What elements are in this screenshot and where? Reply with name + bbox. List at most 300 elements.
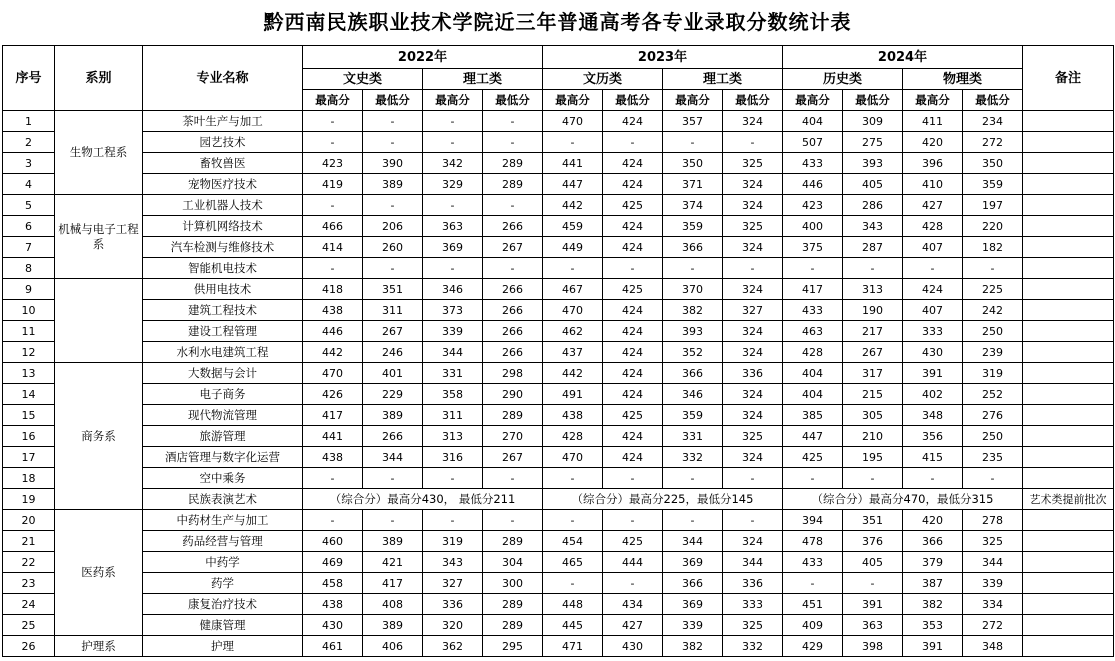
score-cell: 353 (903, 615, 963, 636)
score-cell: 220 (963, 216, 1023, 237)
score-cell: 339 (963, 573, 1023, 594)
note-cell (1023, 342, 1114, 363)
score-cell: 465 (543, 552, 603, 573)
table-row (3, 615, 1114, 636)
score-cell: 289 (483, 594, 543, 615)
score-cell: 289 (483, 153, 543, 174)
score-cell: 467 (543, 279, 603, 300)
score-cell: 424 (603, 111, 663, 132)
note-cell (1023, 510, 1114, 531)
score-cell: - (603, 132, 663, 153)
score-cell: 366 (663, 573, 723, 594)
score-cell: - (663, 258, 723, 279)
score-cell: 195 (843, 447, 903, 468)
major-name: 茶叶生产与加工 (143, 111, 303, 132)
score-cell: 393 (663, 321, 723, 342)
score-cell: 290 (483, 384, 543, 405)
score-cell: 286 (843, 195, 903, 216)
score-cell: 351 (363, 279, 423, 300)
score-cell: 428 (903, 216, 963, 237)
score-cell: 287 (843, 237, 903, 258)
score-cell: 406 (363, 636, 423, 657)
score-cell: 423 (783, 195, 843, 216)
score-cell: 336 (723, 363, 783, 384)
score-cell: 229 (363, 384, 423, 405)
score-cell: 325 (723, 615, 783, 636)
score-cell: 374 (663, 195, 723, 216)
dept-cell: 护理系 (55, 636, 143, 657)
score-cell: - (543, 573, 603, 594)
score-cell: 325 (723, 426, 783, 447)
major-name: 民族表演艺术 (143, 489, 303, 510)
row-seq: 5 (3, 195, 55, 216)
max-score-header: 最高分 (423, 90, 483, 111)
score-cell: 190 (843, 300, 903, 321)
major-name: 药品经营与管理 (143, 531, 303, 552)
score-cell: 409 (783, 615, 843, 636)
score-cell: 470 (543, 300, 603, 321)
score-cell: 278 (963, 510, 1023, 531)
score-cell: 470 (543, 111, 603, 132)
score-cell: 346 (423, 279, 483, 300)
row-seq: 21 (3, 531, 55, 552)
row-seq: 18 (3, 468, 55, 489)
score-cell: 424 (603, 300, 663, 321)
table-row (3, 531, 1114, 552)
score-cell: 424 (603, 321, 663, 342)
score-cell: - (843, 468, 903, 489)
score-cell: 309 (843, 111, 903, 132)
score-cell: 324 (723, 405, 783, 426)
score-cell: 428 (783, 342, 843, 363)
score-cell: 369 (423, 237, 483, 258)
score-cell: - (303, 132, 363, 153)
table-row (3, 573, 1114, 594)
score-cell: 385 (783, 405, 843, 426)
score-cell: 298 (483, 363, 543, 384)
note-cell (1023, 321, 1114, 342)
score-cell: - (723, 468, 783, 489)
note-cell (1023, 279, 1114, 300)
score-cell: 331 (423, 363, 483, 384)
major-name: 酒店管理与数字化运营 (143, 447, 303, 468)
table-row (3, 405, 1114, 426)
score-cell: 215 (843, 384, 903, 405)
table-row (3, 552, 1114, 573)
score-cell: 246 (363, 342, 423, 363)
min-score-header: 最低分 (723, 90, 783, 111)
score-cell: 425 (603, 531, 663, 552)
row-seq: 7 (3, 237, 55, 258)
score-cell: 373 (423, 300, 483, 321)
score-cell: 460 (303, 531, 363, 552)
score-cell: 325 (723, 153, 783, 174)
score-cell: 295 (483, 636, 543, 657)
score-cell: - (663, 132, 723, 153)
score-cell: - (963, 468, 1023, 489)
score-cell: 425 (603, 279, 663, 300)
score-cell: 458 (303, 573, 363, 594)
score-cell: 359 (963, 174, 1023, 195)
score-cell: 417 (363, 573, 423, 594)
score-cell: 400 (783, 216, 843, 237)
score-cell: 394 (783, 510, 843, 531)
score-cell: 396 (903, 153, 963, 174)
score-cell: - (903, 258, 963, 279)
score-cell: - (363, 132, 423, 153)
row-seq: 3 (3, 153, 55, 174)
note-cell (1023, 384, 1114, 405)
score-cell: 429 (783, 636, 843, 657)
score-cell: 348 (903, 405, 963, 426)
score-cell: 441 (303, 426, 363, 447)
score-cell: - (603, 573, 663, 594)
score-cell: 424 (603, 363, 663, 384)
score-cell: 389 (363, 531, 423, 552)
score-cell: 324 (723, 447, 783, 468)
score-cell: 234 (963, 111, 1023, 132)
row-seq: 1 (3, 111, 55, 132)
score-cell: 336 (423, 594, 483, 615)
score-cell: - (423, 195, 483, 216)
score-cell: 469 (303, 552, 363, 573)
row-seq: 19 (3, 489, 55, 510)
score-cell: 451 (783, 594, 843, 615)
score-cell: 289 (483, 174, 543, 195)
major-name: 建筑工程技术 (143, 300, 303, 321)
score-cell: 266 (363, 426, 423, 447)
score-cell: - (483, 195, 543, 216)
major-name: 汽车检测与维修技术 (143, 237, 303, 258)
score-cell: 313 (423, 426, 483, 447)
score-cell: - (363, 195, 423, 216)
row-seq: 24 (3, 594, 55, 615)
table-row (3, 510, 1114, 531)
score-cell: 276 (963, 405, 1023, 426)
table-row (3, 237, 1114, 258)
score-cell: 266 (483, 342, 543, 363)
score-cell: 366 (903, 531, 963, 552)
score-cell: 424 (603, 237, 663, 258)
score-cell: - (543, 510, 603, 531)
score-cell: 466 (303, 216, 363, 237)
score-cell: 421 (363, 552, 423, 573)
score-cell: 206 (363, 216, 423, 237)
note-cell (1023, 552, 1114, 573)
min-score-header: 最低分 (603, 90, 663, 111)
note-cell (1023, 111, 1114, 132)
score-cell: 442 (303, 342, 363, 363)
score-cell: 325 (723, 216, 783, 237)
score-cell: 425 (603, 405, 663, 426)
table-row (3, 321, 1114, 342)
score-cell: 339 (663, 615, 723, 636)
row-seq: 17 (3, 447, 55, 468)
score-cell: 324 (723, 342, 783, 363)
score-cell: 401 (363, 363, 423, 384)
score-cell: 267 (483, 237, 543, 258)
score-cell: 351 (843, 510, 903, 531)
score-cell: 250 (963, 321, 1023, 342)
score-cell: 438 (303, 594, 363, 615)
score-cell: 402 (903, 384, 963, 405)
score-cell: 235 (963, 447, 1023, 468)
score-cell: 414 (303, 237, 363, 258)
score-cell: 427 (603, 615, 663, 636)
major-name: 园艺技术 (143, 132, 303, 153)
admission-score-table (2, 45, 1114, 657)
major-name: 空中乘务 (143, 468, 303, 489)
score-cell: 426 (303, 384, 363, 405)
score-cell: 311 (423, 405, 483, 426)
score-cell: 324 (723, 195, 783, 216)
major-name: 智能机电技术 (143, 258, 303, 279)
score-cell: 430 (303, 615, 363, 636)
score-cell: - (483, 468, 543, 489)
score-cell: 182 (963, 237, 1023, 258)
score-cell: 461 (303, 636, 363, 657)
category-header: 物理类 (903, 69, 1023, 90)
score-cell: - (963, 258, 1023, 279)
score-cell: 325 (963, 531, 1023, 552)
note-cell (1023, 405, 1114, 426)
score-cell: 418 (303, 279, 363, 300)
score-cell: 359 (663, 216, 723, 237)
year-header-2022: 2022年 (303, 46, 543, 69)
dept-cell: 生物工程系 (55, 111, 143, 195)
year-header-2024: 2024年 (783, 46, 1023, 69)
score-cell: 424 (603, 216, 663, 237)
score-cell: 366 (663, 363, 723, 384)
row-seq: 8 (3, 258, 55, 279)
score-cell: 382 (663, 300, 723, 321)
score-cell: - (423, 510, 483, 531)
score-cell: - (303, 468, 363, 489)
score-cell: 304 (483, 552, 543, 573)
score-cell: 267 (363, 321, 423, 342)
row-seq: 23 (3, 573, 55, 594)
table-row (3, 468, 1114, 489)
score-cell: 404 (783, 384, 843, 405)
score-cell: 371 (663, 174, 723, 195)
row-seq: 6 (3, 216, 55, 237)
score-cell: - (603, 258, 663, 279)
score-cell: 300 (483, 573, 543, 594)
score-cell: 336 (723, 573, 783, 594)
table-row (3, 489, 1114, 510)
score-cell: 433 (783, 552, 843, 573)
score-cell: 344 (423, 342, 483, 363)
dept-cell: 商务系 (55, 363, 143, 510)
score-cell: 448 (543, 594, 603, 615)
category-header: 历史类 (783, 69, 903, 90)
score-cell: 491 (543, 384, 603, 405)
score-cell: 362 (423, 636, 483, 657)
score-cell: 389 (363, 615, 423, 636)
score-cell: 369 (663, 552, 723, 573)
note-cell (1023, 153, 1114, 174)
score-cell: 350 (663, 153, 723, 174)
score-cell: 266 (483, 321, 543, 342)
score-cell: 433 (783, 153, 843, 174)
max-score-header: 最高分 (903, 90, 963, 111)
row-seq: 14 (3, 384, 55, 405)
score-cell: 313 (843, 279, 903, 300)
score-cell: - (483, 510, 543, 531)
major-name: 大数据与会计 (143, 363, 303, 384)
score-cell: 438 (543, 405, 603, 426)
score-cell: 430 (603, 636, 663, 657)
score-cell: 289 (483, 531, 543, 552)
score-cell: 404 (783, 111, 843, 132)
min-score-header: 最低分 (843, 90, 903, 111)
score-cell: 352 (663, 342, 723, 363)
note-cell (1023, 363, 1114, 384)
note-cell (1023, 237, 1114, 258)
score-cell: 357 (663, 111, 723, 132)
score-cell: 375 (783, 237, 843, 258)
score-cell: 327 (423, 573, 483, 594)
note-cell (1023, 258, 1114, 279)
score-cell: 382 (663, 636, 723, 657)
table-row (3, 279, 1114, 300)
score-cell: 391 (843, 594, 903, 615)
score-cell: 266 (483, 300, 543, 321)
page-title: 黔西南民族职业技术学院近三年普通高考各专业录取分数统计表 (263, 10, 852, 34)
max-score-header: 最高分 (303, 90, 363, 111)
score-cell: 332 (663, 447, 723, 468)
major-name: 旅游管理 (143, 426, 303, 447)
score-cell: 366 (663, 237, 723, 258)
score-cell: - (783, 468, 843, 489)
score-cell: 424 (603, 426, 663, 447)
score-cell: 420 (903, 510, 963, 531)
major-name: 供用电技术 (143, 279, 303, 300)
score-cell: 389 (363, 405, 423, 426)
score-cell: 417 (783, 279, 843, 300)
score-cell: 242 (963, 300, 1023, 321)
row-seq: 11 (3, 321, 55, 342)
score-cell: 449 (543, 237, 603, 258)
score-cell: 363 (423, 216, 483, 237)
score-cell: 405 (843, 174, 903, 195)
score-cell: 471 (543, 636, 603, 657)
score-cell: 358 (423, 384, 483, 405)
min-score-header: 最低分 (363, 90, 423, 111)
score-cell: 438 (303, 300, 363, 321)
major-name: 水利水电建筑工程 (143, 342, 303, 363)
table-row (3, 363, 1114, 384)
max-score-header: 最高分 (663, 90, 723, 111)
score-cell: 390 (363, 153, 423, 174)
note-cell (1023, 636, 1114, 657)
score-cell: 424 (603, 384, 663, 405)
score-cell: 404 (783, 363, 843, 384)
score-cell: - (603, 468, 663, 489)
score-cell: - (363, 468, 423, 489)
score-cell: 447 (783, 426, 843, 447)
table-row (3, 132, 1114, 153)
note-cell: 艺术类提前批次 (1023, 489, 1114, 510)
row-seq: 2 (3, 132, 55, 153)
major-name: 中药材生产与加工 (143, 510, 303, 531)
score-cell: - (783, 573, 843, 594)
table-row (3, 153, 1114, 174)
major-name: 药学 (143, 573, 303, 594)
row-seq: 22 (3, 552, 55, 573)
note-cell (1023, 195, 1114, 216)
score-cell: - (363, 510, 423, 531)
score-cell: 425 (603, 195, 663, 216)
score-cell: 346 (663, 384, 723, 405)
category-header: 文史类 (303, 69, 423, 90)
note-cell (1023, 573, 1114, 594)
score-cell: 442 (543, 363, 603, 384)
note-cell (1023, 615, 1114, 636)
score-cell: 417 (303, 405, 363, 426)
major-name: 护理 (143, 636, 303, 657)
score-cell: - (423, 132, 483, 153)
score-cell: - (603, 510, 663, 531)
score-cell: 382 (903, 594, 963, 615)
score-cell: - (483, 111, 543, 132)
max-score-header: 最高分 (543, 90, 603, 111)
table-row (3, 195, 1114, 216)
score-cell: 332 (723, 636, 783, 657)
score-cell: - (423, 258, 483, 279)
score-cell: 442 (543, 195, 603, 216)
score-cell: 316 (423, 447, 483, 468)
table-row (3, 300, 1114, 321)
note-cell (1023, 174, 1114, 195)
table-row (3, 594, 1114, 615)
category-header: 理工类 (423, 69, 543, 90)
score-cell: 225 (963, 279, 1023, 300)
score-cell: 319 (963, 363, 1023, 384)
row-seq: 12 (3, 342, 55, 363)
score-cell: 370 (663, 279, 723, 300)
score-cell: 434 (603, 594, 663, 615)
major-name: 健康管理 (143, 615, 303, 636)
score-cell: 376 (843, 531, 903, 552)
score-cell: 379 (903, 552, 963, 573)
score-cell: - (723, 510, 783, 531)
score-cell: 275 (843, 132, 903, 153)
score-cell: 415 (903, 447, 963, 468)
table-row (3, 384, 1114, 405)
score-cell: 324 (723, 174, 783, 195)
dept-cell: 医药系 (55, 510, 143, 636)
score-cell: 419 (303, 174, 363, 195)
score-cell: 423 (303, 153, 363, 174)
score-cell: 344 (663, 531, 723, 552)
score-cell: 470 (303, 363, 363, 384)
note-cell (1023, 300, 1114, 321)
score-cell: - (483, 132, 543, 153)
score-cell: 478 (783, 531, 843, 552)
dept-header: 系别 (55, 46, 143, 111)
score-cell: 344 (723, 552, 783, 573)
score-cell: 408 (363, 594, 423, 615)
score-cell: - (903, 468, 963, 489)
score-cell: 356 (903, 426, 963, 447)
row-seq: 9 (3, 279, 55, 300)
score-cell: 407 (903, 300, 963, 321)
major-name: 宠物医疗技术 (143, 174, 303, 195)
score-cell: 343 (843, 216, 903, 237)
score-cell: 507 (783, 132, 843, 153)
score-cell: 411 (903, 111, 963, 132)
